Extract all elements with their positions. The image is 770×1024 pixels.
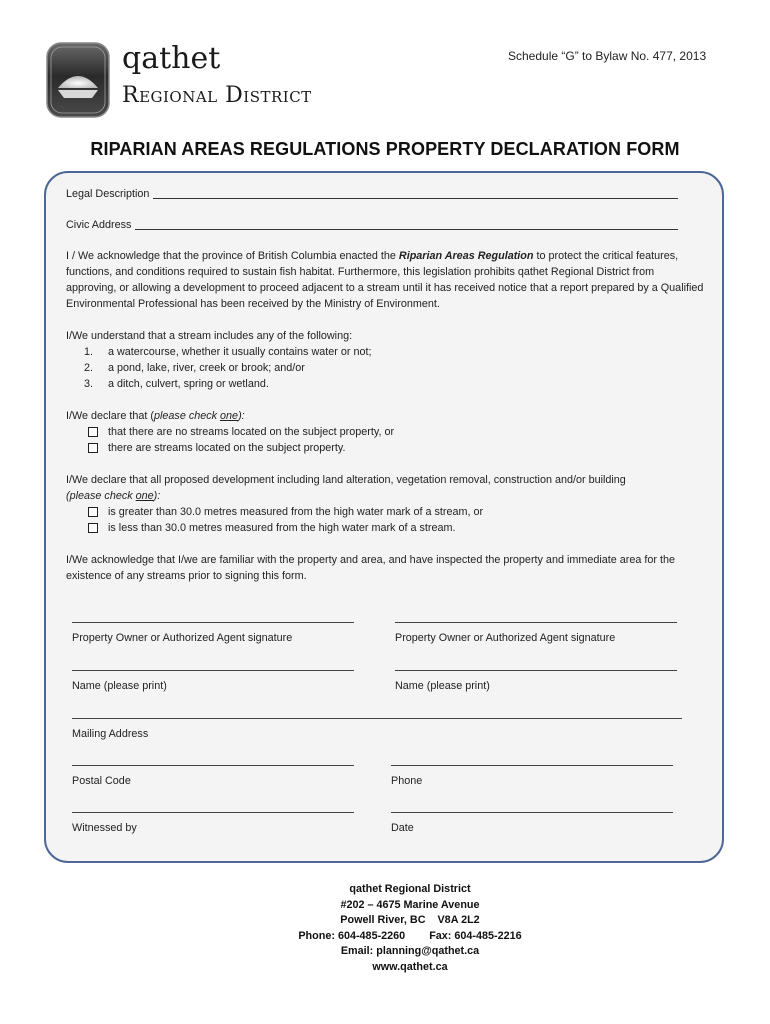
phone-field[interactable] (391, 765, 673, 788)
qathet-logo (46, 42, 110, 118)
signature-left-line[interactable] (72, 622, 354, 623)
declare-streams-intro: I/We declare that (please check one): (66, 410, 245, 422)
signature-left-label: Property Owner or Authorized Agent signature (72, 632, 293, 644)
footer-city: Powell River, BC V8A 2L2 (340, 914, 480, 927)
footer-website[interactable]: www.qathet.ca (372, 960, 448, 973)
legal-description-field[interactable] (66, 186, 704, 202)
footer-phone: Phone: 604-485-2260 (298, 929, 406, 942)
signature-right-field[interactable] (395, 622, 677, 645)
postal-code-line[interactable] (72, 765, 354, 766)
declare-development-intro: I/We declare that all proposed development including land alteration, vegetation removal, construction and/or building (66, 474, 626, 486)
list-item: 2. a pond, lake, river, creek or brook; and/or (84, 362, 305, 374)
org-subtitle: Regional District (122, 83, 312, 108)
civic-address-field[interactable] (66, 217, 704, 233)
acknowledgement-paragraph: I / We acknowledge that the province of British Columbia enacted the Riparian Areas Regulation to protect the critical features, functions, and conditions required to sustain fish habitat. Furthermore, this legislation prohibits qathet Regional District from approving, or allowing a development to proceed adjacent to a stream until it has received notice that a report prepared by a Qualified Environmental Professional has been received by the Ministry of Environment. (66, 250, 704, 310)
witness-label: Witnessed by (72, 822, 137, 834)
footer-phone-fax (0, 929, 770, 945)
contact-footer (0, 882, 770, 976)
name-right-field[interactable] (395, 670, 677, 693)
checkbox-icon[interactable] (88, 507, 98, 517)
signature-right-line[interactable] (395, 622, 677, 623)
postal-code-field[interactable] (72, 765, 354, 788)
stream-intro: I/We understand that a stream includes any of the following: (66, 330, 353, 342)
mailing-address-line[interactable] (72, 718, 682, 719)
legal-description-line[interactable] (153, 198, 678, 199)
name-right-label: Name (please print) (395, 680, 490, 692)
mailing-address-label: Mailing Address (72, 728, 149, 740)
familiarity-paragraph: I/We acknowledge that I/we are familiar with the property and area, and have inspected the property and immediate area for the existence of any streams prior to signing this form. (66, 554, 675, 582)
civic-address-line[interactable] (135, 229, 678, 230)
footer-address: #202 – 4675 Marine Avenue (340, 898, 480, 911)
regulation-name: Riparian Areas Regulation (398, 250, 534, 262)
footer-fax: Fax: 604-485-2216 (429, 929, 522, 942)
date-line[interactable] (391, 812, 673, 813)
date-label: Date (391, 822, 414, 834)
date-field[interactable] (391, 812, 673, 835)
checkbox-greater-than-30m[interactable]: is greater than 30.0 metres measured from the high water mark of a stream, or (66, 504, 704, 520)
list-item: 3. a ditch, culvert, spring or wetland. (84, 378, 269, 390)
witness-line[interactable] (72, 812, 354, 813)
checkbox-streams-present[interactable]: there are streams located on the subject property. (66, 440, 704, 456)
phone-label: Phone (391, 775, 423, 787)
name-left-label: Name (please print) (72, 680, 167, 692)
declare-development-check-note: (please check one): (66, 490, 161, 502)
schedule-reference: Schedule “G” to Bylaw No. 477, 2013 (508, 49, 707, 63)
postal-code-label: Postal Code (72, 775, 131, 787)
form-title: RIPARIAN AREAS REGULATIONS PROPERTY DECLARATION FORM (90, 139, 680, 159)
footer-org: qathet Regional District (349, 883, 471, 895)
legal-description-label: Legal Description (66, 188, 150, 200)
name-right-line[interactable] (395, 670, 677, 671)
list-item: 1. a watercourse, whether it usually contains water or not; (84, 346, 372, 358)
stream-list (66, 344, 704, 392)
checkbox-icon[interactable] (88, 443, 98, 453)
name-left-line[interactable] (72, 670, 354, 671)
checkbox-no-streams[interactable]: that there are no streams located on the subject property, or (66, 424, 704, 440)
checkbox-less-than-30m[interactable]: is less than 30.0 metres measured from the high water mark of a stream. (66, 520, 704, 536)
checkbox-icon[interactable] (88, 523, 98, 533)
phone-line[interactable] (391, 765, 673, 766)
org-name: qathet (122, 41, 221, 76)
form-body (66, 186, 704, 584)
footer-email[interactable]: Email: planning@qathet.ca (340, 945, 480, 958)
checkbox-icon[interactable] (88, 427, 98, 437)
signature-left-field[interactable] (72, 622, 354, 645)
mailing-address-field[interactable] (72, 718, 682, 741)
signature-right-label: Property Owner or Authorized Agent signature (395, 632, 616, 644)
civic-address-label: Civic Address (66, 219, 132, 231)
witness-field[interactable] (72, 812, 354, 835)
name-left-field[interactable] (72, 670, 354, 693)
